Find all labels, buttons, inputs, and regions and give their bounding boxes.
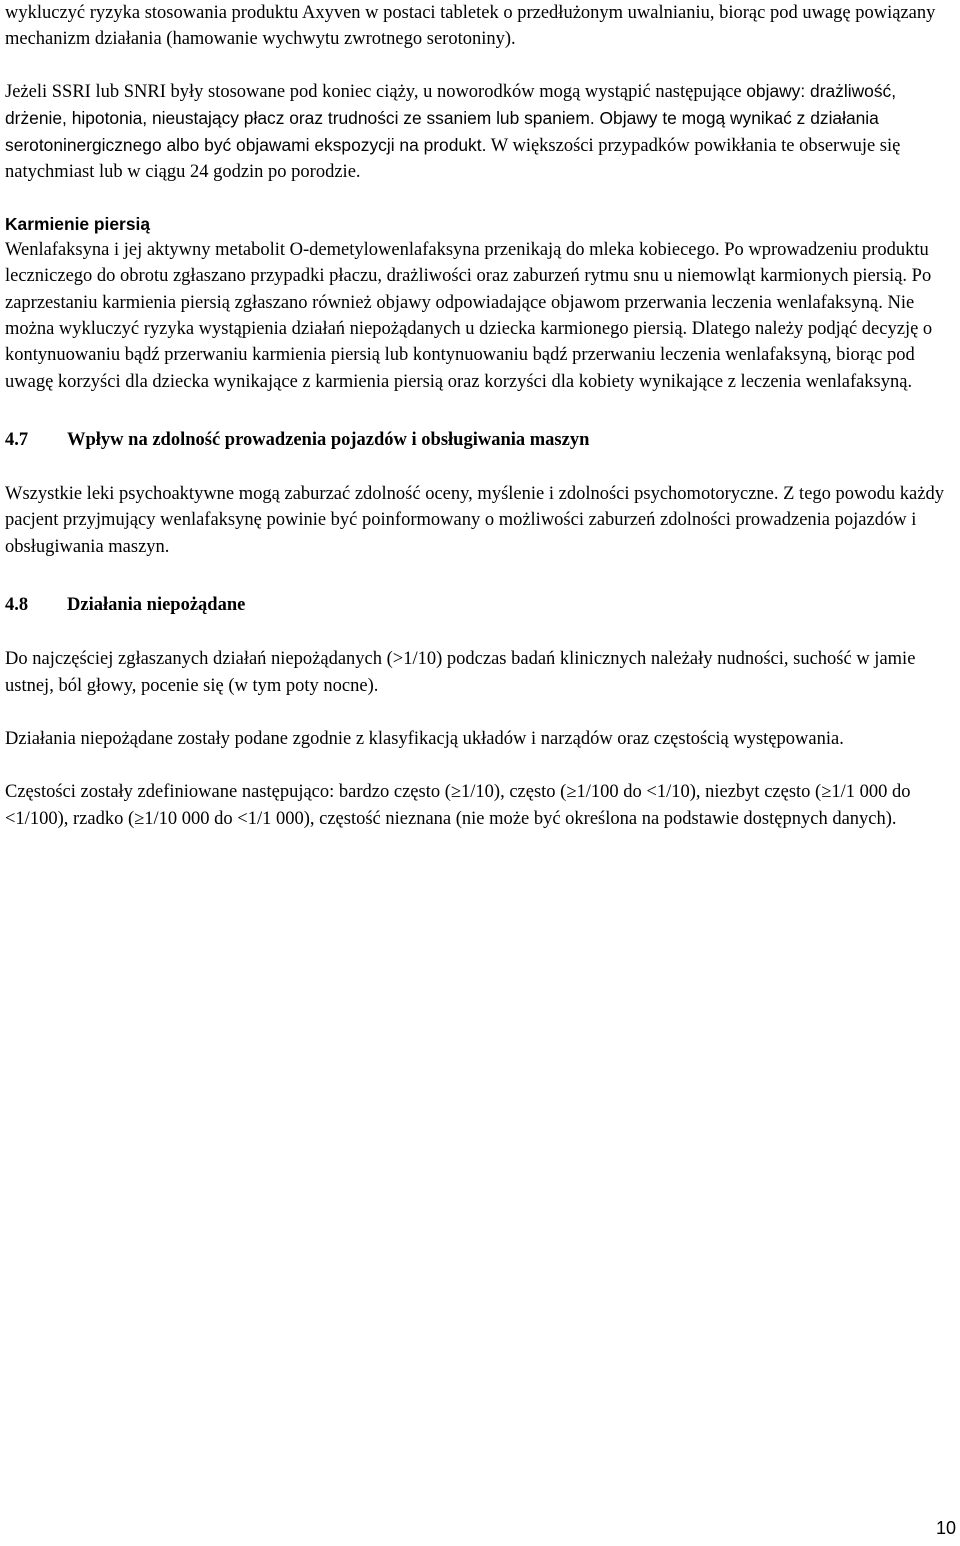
paragraph-pregnancy-end: wykluczyć ryzyka stosowania produktu Axyven w postaci tabletek o przedłużonym uwalnianiu, biorąc pod uwagę powiązany mechanizm działania (hamowanie wychwytu zwrotnego serotoniny). bbox=[5, 3, 936, 50]
page-number: 10 bbox=[935, 1518, 956, 1538]
paragraph-driving: Wszystkie leki psychoaktywne mogą zaburzać zdolność oceny, myślenie i zdolności psychomotoryczne. Z tego powodu każdy pacjent przyjmujący wenlafaksynę powinie być poinformowany o możliwości zaburzeń zdolności prowadzenia pojazdów i obsługiwania maszyn. bbox=[5, 484, 944, 557]
paragraph-ssri-timing: W większości przypadków powikłania te obserwuje się natychmiast lub w ciągu 24 godzin po porodzie. bbox=[5, 136, 901, 183]
subheading-breastfeeding: Karmienie piersią bbox=[5, 213, 150, 234]
section-heading-4-7 bbox=[5, 427, 950, 453]
paragraph-ssri-line1: Jeżeli SSRI lub SNRI były stosowane pod koniec ciąży, u noworodków mogą wystąpić następujące bbox=[5, 81, 742, 102]
paragraph-ssri-neonates bbox=[5, 78, 950, 186]
paragraph-common-adverse-effects: Do najczęściej zgłaszanych działań niepożądanych (>1/10) podczas badań klinicznych należały nudności, suchość w jamie ustnej, ból głowy, pocenie się (w tym poty nocne). bbox=[5, 649, 916, 696]
section-number: 4.8 bbox=[5, 595, 29, 616]
section-title: Wpływ na zdolność prowadzenia pojazdów i obsługiwania maszyn bbox=[67, 429, 590, 450]
section-heading-4-8 bbox=[5, 592, 950, 618]
section-number: 4.7 bbox=[5, 429, 29, 450]
section-title: Działania niepożądane bbox=[67, 595, 246, 616]
paragraph-frequency-definitions: Częstości zostały zdefiniowane następująco: bardzo często (≥1/10), często (≥1/100 do <1/10), niezbyt często (≥1/1 000 do <1/100), rzadko (≥1/10 000 do <1/1 000), częstość nieznana (nie może być określona na podstawie dostępnych danych). bbox=[5, 782, 911, 829]
paragraph-ssri-symptoms: objawy: drażliwość, drżenie, hipotonia, nieustający płacz oraz trudności ze ssaniem lub spaniem. Objawy te mogą wynikać z działania serotoninergicznego albo być objawami ekspozycji na produkt. bbox=[5, 80, 897, 156]
paragraph-classification: Działania niepożądane zostały podane zgodnie z klasyfikacją układów i narządów oraz częstością występowania. bbox=[5, 728, 844, 749]
document-page bbox=[5, 0, 950, 832]
paragraph-breastfeeding: Wenlafaksyna i jej aktywny metabolit O-demetylowenlafaksyna przenikają do mleka kobiecego. Po wprowadzeniu produktu leczniczego do obrotu zgłaszano przypadki płaczu, drażliwości oraz zaburzeń rytmu snu u niemowląt karmionych piersią. Po zaprzestaniu karmienia piersią zgłaszano również objawy odpowiadające objawom przerwania leczenia wenlafaksyną. Nie można wykluczyć ryzyka wystąpienia działań niepożądanych u dziecka karmionego piersią. Dlatego należy podjąć decyzję o kontynuowaniu bądź przerwaniu karmienia piersią lub kontynuowaniu bądź przerwaniu leczenia wenlafaksyną, biorąc pod uwagę korzyści dla dziecka wynikające z karmienia piersią oraz korzyści dla kobiety wynikające z leczenia wenlafaksyną. bbox=[5, 240, 933, 392]
